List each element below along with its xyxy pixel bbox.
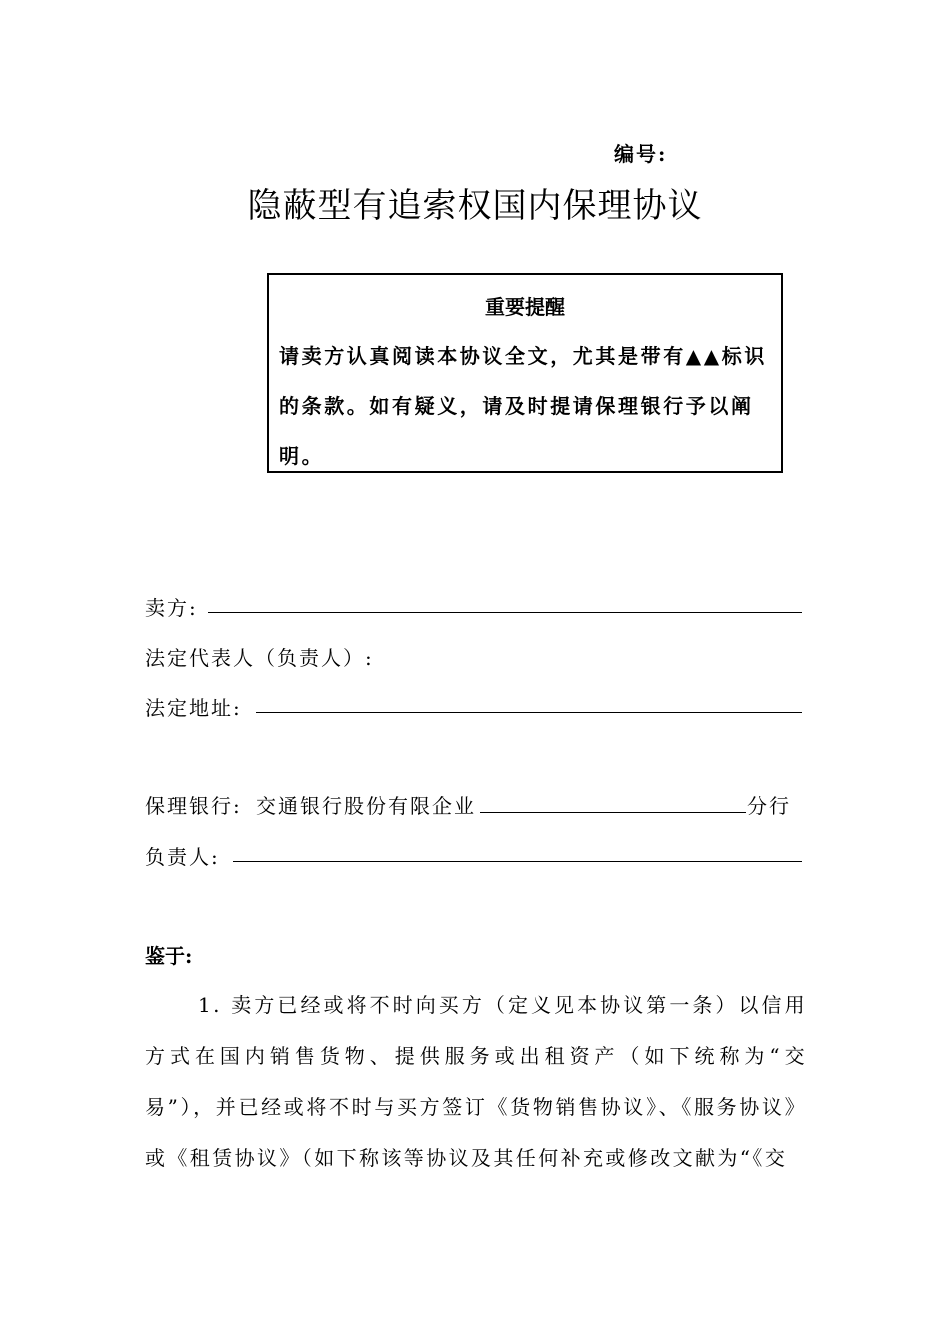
document-title: 隐蔽型有追索权国内保理协议 xyxy=(247,186,703,226)
legal-representative-label: 法定代表人（负责人）: xyxy=(145,646,374,670)
notice-body: 请卖方认真阅读本协议全文，尤其是带有▲▲标识的条款。如有疑义，请及时提请保理银行予以阐明。 xyxy=(279,344,767,468)
recitals-heading: 鉴于: xyxy=(145,944,193,968)
important-notice-box xyxy=(267,273,783,473)
bank-name: 交通银行股份有限企业 xyxy=(256,794,476,818)
bank-head-label: 负责人: xyxy=(145,845,220,869)
bank-head-blank-line[interactable] xyxy=(233,861,802,862)
recital-paragraph-1: 1. 卖方已经或将不时向买方（定义见本协议第一条）以信用方式在国内销售货物、提供服务或出租资产（如下统称为“交易”），并已经或将不时与买方签订《货物销售协议》、《服务协议》或《租赁协议》（如下称该等协议及其任何补充或修改文献为“《交 xyxy=(145,993,807,1170)
notice-heading: 重要提醒 xyxy=(485,295,565,319)
legal-address-label: 法定地址: xyxy=(145,696,242,720)
branch-blank-line[interactable] xyxy=(480,812,746,813)
factoring-bank-label: 保理银行: xyxy=(145,794,242,818)
seller-label: 卖方: xyxy=(145,596,198,620)
serial-number-label: 编号: xyxy=(614,142,668,166)
seller-blank-line[interactable] xyxy=(208,612,802,613)
legal-address-blank-line[interactable] xyxy=(256,712,802,713)
branch-suffix: 分行 xyxy=(747,794,791,818)
